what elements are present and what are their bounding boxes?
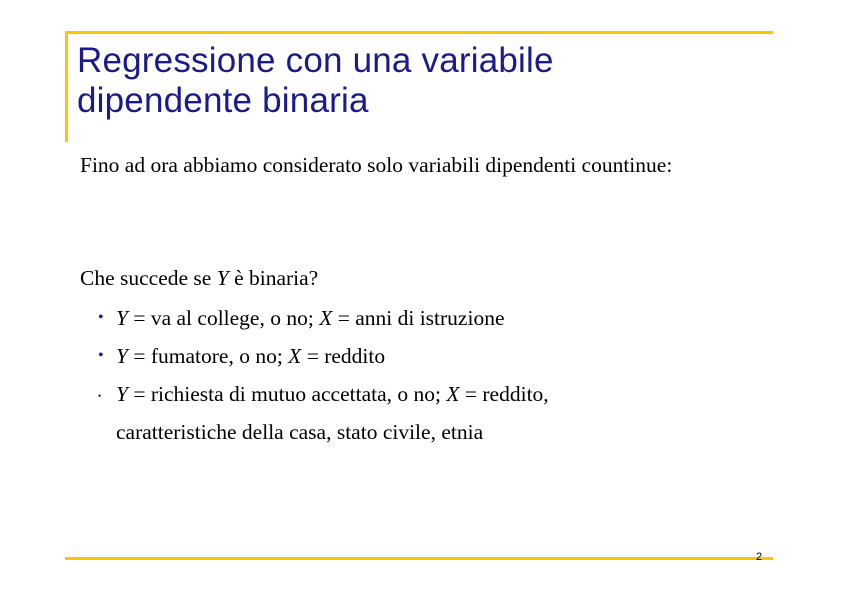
list-item-text: Y = fumatore, o no; X = reddito: [116, 344, 386, 368]
bullet-icon: •: [98, 309, 104, 326]
slide-title: [77, 41, 757, 121]
intro-paragraph: Fino ad ora abbiamo considerato solo variabili dipendenti countinue:: [80, 153, 673, 177]
bullet-icon: •: [98, 391, 102, 401]
list-item-text-continued: caratteristiche della casa, stato civile, etnia: [116, 420, 484, 444]
question-text: Che succede se Y è binaria?: [80, 266, 319, 290]
list-item: [98, 344, 718, 368]
list-item: [98, 306, 718, 330]
page-number: 2: [756, 551, 763, 563]
slide-title-line-2: dipendente binaria: [77, 81, 369, 120]
title-frame-left-rule: [65, 31, 68, 142]
bullet-icon: •: [98, 347, 104, 364]
list-item-text: Y = va al college, o no; X = anni di istruzione: [116, 306, 505, 330]
examples-list: [98, 306, 718, 458]
list-item: [98, 382, 718, 444]
footer-rule: [65, 557, 773, 560]
title-frame-top-rule: [65, 31, 773, 34]
list-item-text: Y = richiesta di mutuo accettata, o no; X = reddito,: [116, 382, 549, 406]
slide-title-line-1: Regressione con una variabile: [77, 41, 554, 80]
